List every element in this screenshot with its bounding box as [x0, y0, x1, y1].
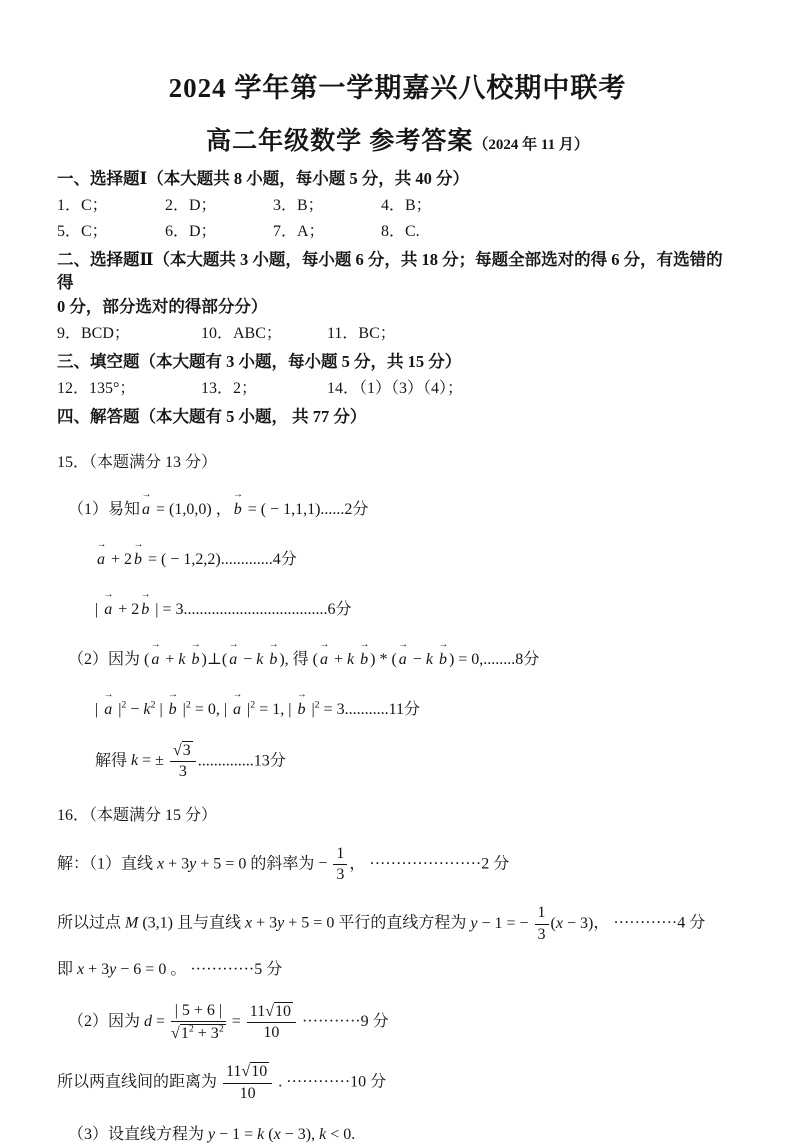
section2-answers-row: [57, 324, 738, 345]
exam-subtitle: [57, 121, 738, 157]
q16-step-4pts: 所以过点 M (3,1) 且与直线 x + 3y + 5 = 0 平行的直线方程为 y − 1 = − $\frac{1}{3}$ (x − 3)， ············4 分: [57, 904, 706, 943]
q15-step-2pts: （1）易知 a → = (1,0,0) ， b → = ( − 1,1,1)......2分: [57, 498, 738, 522]
q15-title: 15．（本题满分 13 分）: [57, 453, 218, 471]
q16-title: 16．（本题满分 15 分）: [57, 806, 218, 824]
q16-step-2pts: 解：（1）直线 x + 3y + 5 = 0 的斜率为 − $\frac{1}{3}$ ， ·····················2 分: [57, 844, 510, 883]
subtitle-main: 高二年级数学 参考答案: [206, 128, 474, 155]
answer-q9: 9．BCD；: [57, 325, 130, 343]
section1-answers-row2: [57, 222, 738, 243]
answer-q5: 5．C；: [57, 222, 108, 240]
q16-step-9pts: （2）因为 d = | 5 + 6 | √ $1^2 + 3^2$ = $\frac{11 √ 10}{10}$ ···········9 分: [57, 1002, 738, 1043]
subtitle-date-note: （2024 年 11 月）: [473, 137, 589, 153]
section4-heading: 四、解答题（本大题有 5 小题， 共 77 分）: [57, 406, 367, 426]
section3-answers-row: [57, 379, 738, 400]
q15-step-6pts: | a → + 2 b → | = 3....................................6分: [57, 598, 738, 622]
answer-q4: 4．B；: [381, 196, 432, 214]
q15-step-13pts: 解得 k = ± √ $\frac{3}{3}$ ..............13分: [57, 742, 738, 782]
q15-step-11pts: | $a \to |^2 - k^2$ | $b \to |^2 = 0$, | $a \to |^2 = 1$, | $b \to |^2 = 3...........11$分: [57, 698, 738, 722]
exam-title: 2024 学年第一学期嘉兴八校期中联考: [168, 73, 627, 103]
answer-q7: 7．A；: [273, 222, 325, 240]
answer-q1: 1．C；: [57, 196, 108, 214]
q15-step-8pts: （2）因为 ( a → + k b → )⊥( a → − k b → ), 得 ( a → + k b → ) * ( a → − k b → ) = 0,........8分: [57, 648, 738, 672]
section1-answers-row1: [57, 196, 738, 217]
q15-step-4pts: a → + 2 b → = ( − 1,2,2).............4分: [57, 548, 738, 572]
section3-heading: 三、填空题（本大题有 3 小题，每小题 5 分，共 15 分）: [57, 352, 462, 372]
answer-q10: 10．ABC；: [201, 325, 282, 343]
answer-q6: 6．D；: [165, 222, 217, 240]
answer-q3: 3．B；: [273, 196, 324, 214]
answer-q12: 12．135°；: [57, 380, 136, 397]
q16-step-5pts: 即 x + 3y − 6 = 0 。 ············5 分: [57, 961, 283, 979]
section2-heading-line2: 0 分，部分选对的得部分分）: [57, 297, 268, 317]
answer-q14: 14．（1）（3）（4）；: [327, 380, 464, 397]
answer-q8: 8．C.: [381, 222, 420, 240]
answer-q11: 11．BC；: [327, 325, 396, 343]
section2-heading-line1: 二、选择题Ⅱ（本大题共 3 小题，每小题 6 分，共 18 分；每题全部选对的得 6 分，有选错的得: [57, 249, 723, 293]
q16-step-10pts: 所以两直线间的距离为 $\frac{11 √ 10}{10}$ . ············10 分: [57, 1063, 738, 1103]
q16-step-3-setup: （3）设直线方程为 y − 1 = k (x − 3), k < 0.: [68, 1125, 356, 1143]
answer-q2: 2．D；: [165, 196, 217, 214]
section1-heading: 一、选择题Ⅰ（本大题共 8 小题，每小题 5 分，共 40 分）: [57, 169, 469, 188]
answer-q13: 13．2；: [201, 380, 258, 397]
